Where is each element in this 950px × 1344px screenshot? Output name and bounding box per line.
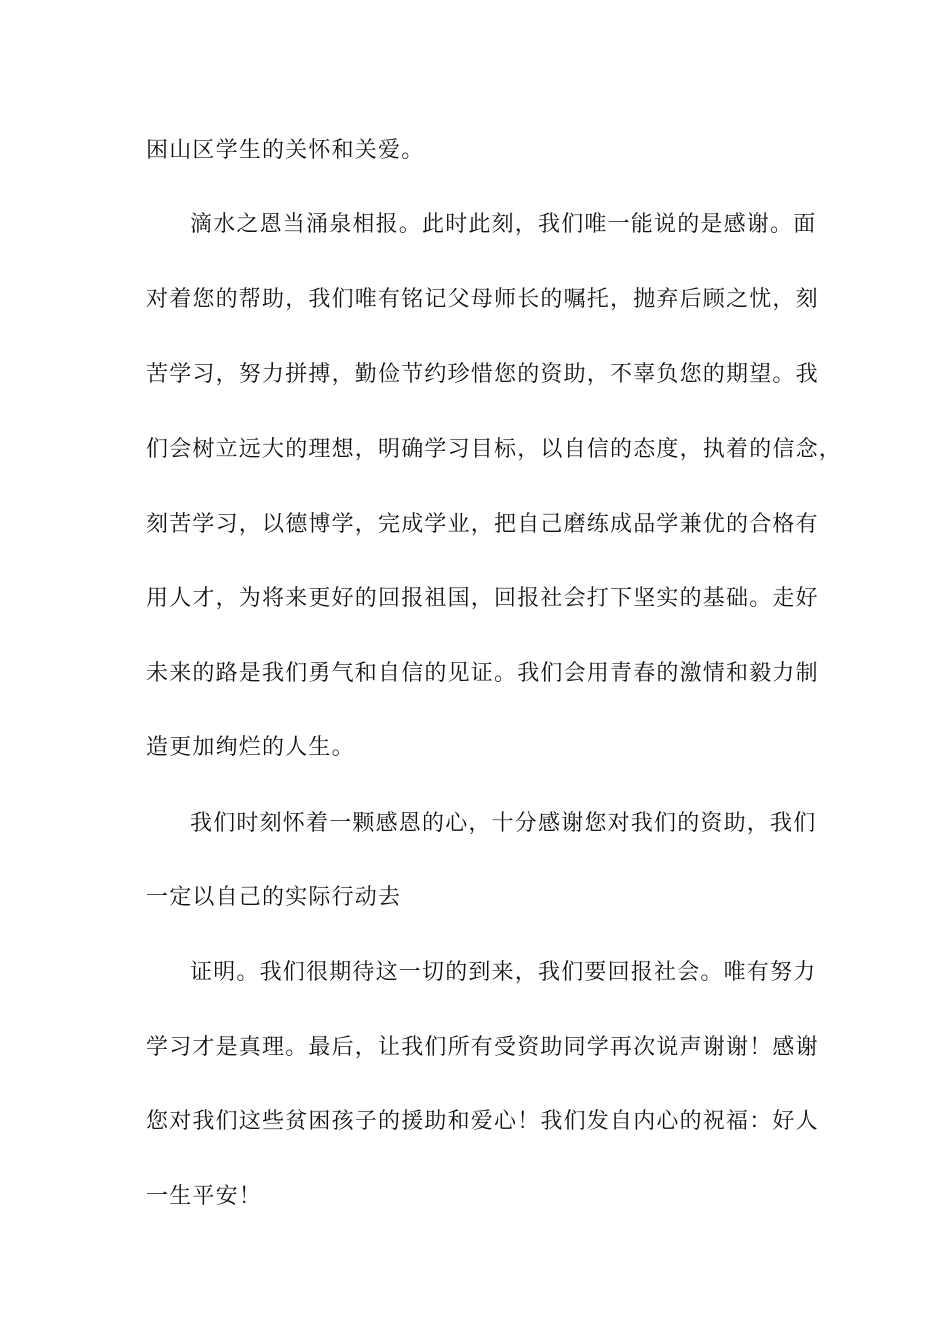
text-line: 造更加绚烂的人生。 <box>146 735 355 760</box>
text-line: 困山区学生的关怀和关爱。 <box>146 138 425 163</box>
text-line: 未来的路是我们勇气和自信的见证。我们会用青春的激情和毅力制 <box>146 661 819 686</box>
text-line: 用人才，为将来更好的回报祖国，回报社会打下坚实的基础。走好 <box>146 586 819 611</box>
text-line: 一生平安！ <box>146 1184 263 1209</box>
text-line: 苦学习，努力拼搏，勤俭节约珍惜您的资助，不辜负您的期望。我 <box>146 362 819 387</box>
text-line: 对着您的帮助，我们唯有铭记父母师长的嘱托，抛弃后顾之忧，刻 <box>146 287 819 312</box>
paragraph-start-line: 我们时刻怀着一颗感恩的心，十分感谢您对我们的资助，我们 <box>190 811 817 836</box>
text-line: 学习才是真理。最后，让我们所有受资助同学再次说声谢谢！感谢 <box>146 1035 819 1060</box>
text-line: 们会树立远大的理想，明确学习目标，以自信的态度，执着的信念， <box>146 437 843 462</box>
text-line: 您对我们这些贫困孩子的援助和爱心！我们发自内心的祝福：好人 <box>146 1109 819 1134</box>
paragraph-start-line: 滴水之恩当涌泉相报。此时此刻，我们唯一能说的是感谢。面 <box>190 212 817 237</box>
paragraph-start-line: 证明。我们很期待这一切的到来，我们要回报社会。唯有努力 <box>190 960 817 985</box>
text-line: 一定以自己的实际行动去 <box>146 885 402 910</box>
text-line: 刻苦学习，以德博学，完成学业，把自己磨练成品学兼优的合格有 <box>146 512 819 537</box>
